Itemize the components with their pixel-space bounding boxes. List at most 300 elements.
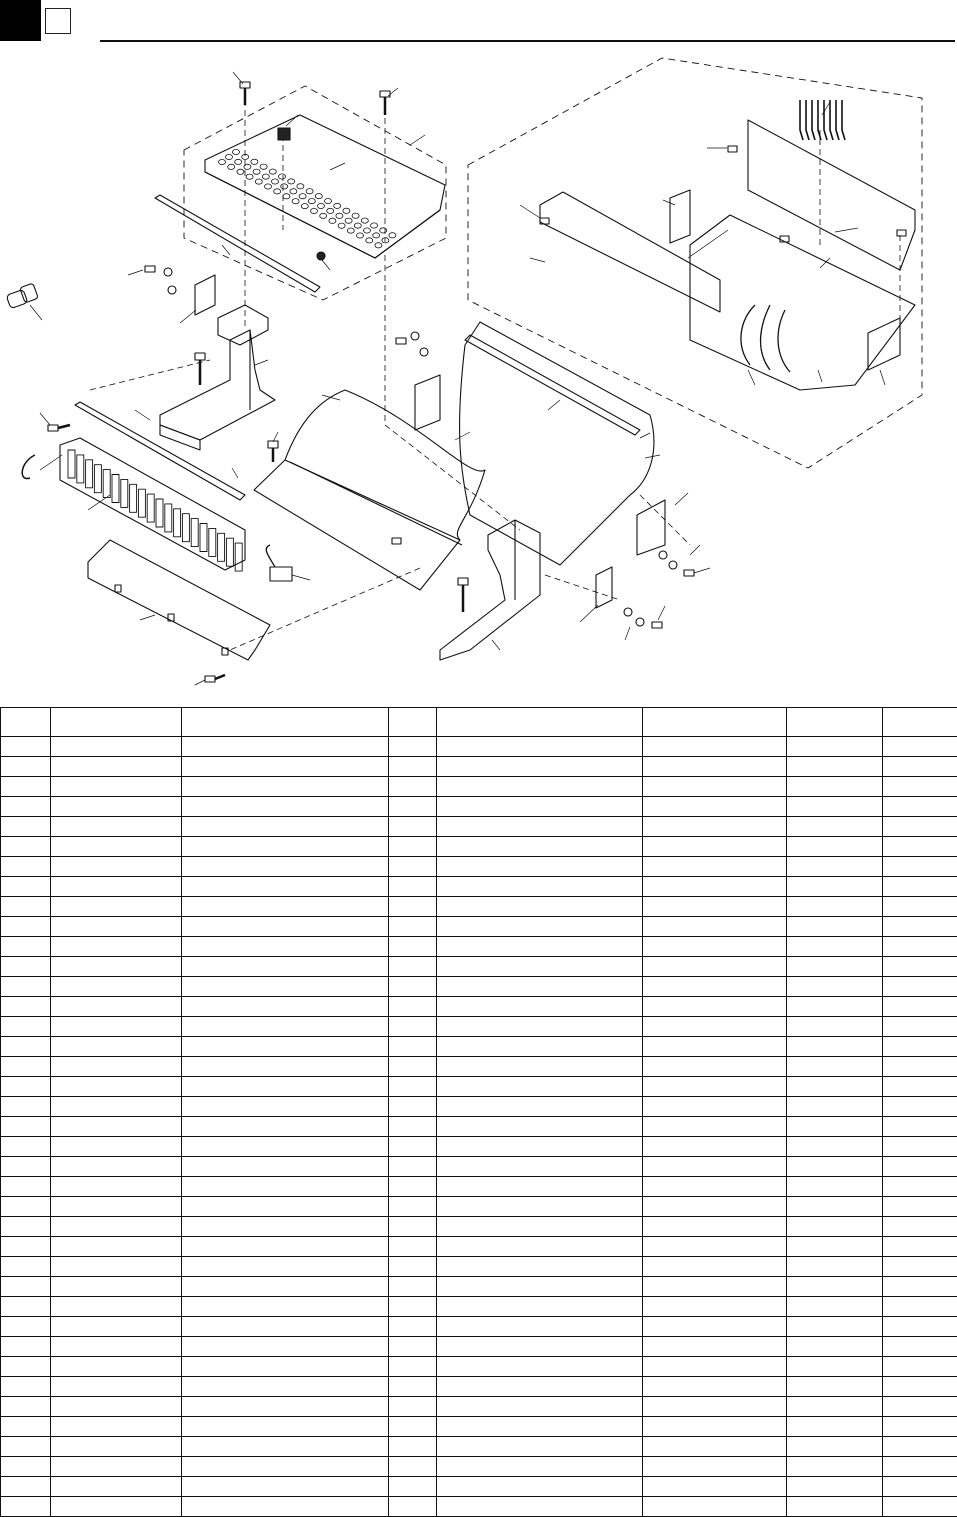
table-cell [787, 1137, 883, 1157]
table-cell [389, 1417, 437, 1437]
table-cell [51, 1437, 182, 1457]
block-hole [301, 204, 308, 209]
table-cell [787, 1337, 883, 1357]
table-cell [182, 977, 389, 997]
valve-unit [112, 475, 119, 503]
block-hole [244, 164, 251, 169]
valve-manifold [60, 438, 245, 571]
block-hole [315, 194, 322, 199]
valve-unit [86, 460, 93, 488]
table-cell [437, 937, 643, 957]
table-row [1, 1217, 957, 1237]
comb-tooth [806, 100, 809, 140]
table-cell [51, 917, 182, 937]
valve-unit [103, 470, 110, 498]
table-row [1, 1257, 957, 1277]
column-header [182, 708, 389, 737]
column-header [643, 708, 787, 737]
table-cell [51, 1377, 182, 1397]
table-cell [643, 1337, 787, 1357]
table-cell [883, 1277, 957, 1297]
table-cell [389, 1357, 437, 1377]
table-cell [437, 817, 643, 837]
table-cell [51, 1077, 182, 1097]
block-hole [262, 174, 269, 179]
exploded-parts-diagram [0, 44, 957, 700]
table-cell [51, 1157, 182, 1177]
table-cell [51, 1017, 182, 1037]
table-cell [1, 1317, 51, 1337]
block-hole [226, 154, 233, 159]
table-cell [182, 1117, 389, 1137]
table-cell [51, 1297, 182, 1317]
valve-unit [156, 499, 163, 527]
table-cell [883, 937, 957, 957]
sensor-part [266, 545, 292, 581]
table-cell [51, 977, 182, 997]
table-cell [182, 1217, 389, 1237]
table-cell [182, 957, 389, 977]
table-cell [437, 1437, 643, 1457]
table-cell [787, 1077, 883, 1097]
block-hole [306, 189, 313, 194]
table-cell [1, 1337, 51, 1357]
table-cell [437, 777, 643, 797]
table-cell [182, 1357, 389, 1377]
table-cell [389, 957, 437, 977]
column-header [437, 708, 643, 737]
table-row [1, 1057, 957, 1077]
table-cell [51, 1217, 182, 1237]
block-hole [364, 228, 371, 233]
main-tray [690, 120, 915, 390]
table-cell [787, 1397, 883, 1417]
table-cell [643, 897, 787, 917]
table-cell [643, 1237, 787, 1257]
table-cell [643, 757, 787, 777]
table-cell [51, 1357, 182, 1377]
table-cell [389, 1017, 437, 1037]
table-cell [182, 917, 389, 937]
table-cell [1, 1437, 51, 1457]
valve-unit [191, 519, 198, 547]
table-cell [437, 757, 643, 777]
block-hole [308, 199, 315, 204]
leader-dash-lines [90, 90, 900, 650]
table-cell [389, 1157, 437, 1177]
right-chute [460, 322, 654, 565]
table-cell [643, 737, 787, 757]
table-cell [643, 1197, 787, 1217]
table-cell [883, 1417, 957, 1437]
column-header [1, 708, 51, 737]
table-cell [182, 1177, 389, 1197]
table-cell [389, 1317, 437, 1337]
screw-mid-left [195, 353, 205, 385]
table-cell [389, 837, 437, 857]
table-cell [51, 957, 182, 977]
table-cell [883, 857, 957, 877]
table-cell [51, 757, 182, 777]
table-cell [787, 1157, 883, 1177]
table-row [1, 757, 957, 777]
table-cell [182, 1497, 389, 1517]
table-row [1, 1237, 957, 1257]
valve-unit [68, 450, 75, 478]
block-hole [373, 233, 380, 238]
table-cell [883, 797, 957, 817]
table-cell [437, 1137, 643, 1157]
block-hole [380, 228, 387, 233]
table-cell [883, 1237, 957, 1257]
comb-tooth [830, 100, 833, 140]
block-hole [272, 179, 279, 184]
bracket-plate-left [195, 275, 215, 315]
block-hole [251, 159, 258, 164]
table-cell [182, 1137, 389, 1157]
block-hole [361, 218, 368, 223]
table-cell [1, 1117, 51, 1137]
table-cell [389, 877, 437, 897]
table-cell [643, 1217, 787, 1237]
valve-unit [138, 489, 145, 517]
table-row [1, 1137, 957, 1157]
table-cell [883, 1197, 957, 1217]
table-cell [51, 777, 182, 797]
table-cell [643, 977, 787, 997]
table-cell [1, 1057, 51, 1077]
block-hole [354, 223, 361, 228]
table-cell [389, 757, 437, 777]
table-cell [51, 1257, 182, 1277]
table-cell [787, 1177, 883, 1197]
table-cell [1, 1157, 51, 1177]
valve-unit [174, 509, 181, 537]
valve-unit [94, 465, 101, 493]
table-cell [437, 737, 643, 757]
screw-far-left [48, 425, 70, 431]
table-row [1, 1437, 957, 1457]
stand-left [160, 305, 275, 450]
block-hole [228, 164, 235, 169]
table-cell [51, 1197, 182, 1217]
table-row [1, 1337, 957, 1357]
table-row [1, 897, 957, 917]
table-cell [787, 977, 883, 997]
table-cell [51, 1057, 182, 1077]
block-hole [279, 174, 286, 179]
table-cell [51, 897, 182, 917]
valve-unit [77, 455, 84, 483]
table-cell [643, 1317, 787, 1337]
valve-unit [218, 533, 225, 561]
table-cell [182, 837, 389, 857]
table-cell [883, 897, 957, 917]
table-cell [1, 937, 51, 957]
table-row [1, 1317, 957, 1337]
table-cell [643, 1437, 787, 1457]
table-cell [643, 857, 787, 877]
table-row [1, 1177, 957, 1197]
block-hole [297, 184, 304, 189]
table-cell [787, 757, 883, 777]
table-cell [437, 1177, 643, 1197]
table-row [1, 1197, 957, 1217]
table-cell [51, 1117, 182, 1137]
table-cell [883, 1397, 957, 1417]
block-hole [260, 164, 267, 169]
table-cell [389, 897, 437, 917]
table-cell [437, 1217, 643, 1237]
block-hole [269, 169, 276, 174]
table-cell [389, 1377, 437, 1397]
table-cell [883, 917, 957, 937]
table-cell [51, 1317, 182, 1337]
table-cell [787, 1297, 883, 1317]
table-cell [787, 1257, 883, 1277]
table-cell [883, 1217, 957, 1237]
table-cell [437, 1077, 643, 1097]
table-cell [643, 1017, 787, 1037]
table-cell [389, 977, 437, 997]
valve-unit [147, 494, 154, 522]
table-cell [787, 837, 883, 857]
table-cell [787, 1437, 883, 1457]
table-cell [883, 1137, 957, 1157]
table-row [1, 837, 957, 857]
table-cell [182, 997, 389, 1017]
table-cell [883, 957, 957, 977]
block-hole [235, 159, 242, 164]
small-bracket-b [637, 500, 665, 555]
hook-wire [22, 455, 35, 479]
table-cell [437, 1197, 643, 1217]
table-cell [182, 1017, 389, 1037]
table-cell [182, 777, 389, 797]
block-hole [299, 194, 306, 199]
valve-unit [226, 538, 233, 566]
table-cell [1, 1297, 51, 1317]
table-cell [51, 997, 182, 1017]
table-cell [389, 1177, 437, 1197]
table-cell [787, 1057, 883, 1077]
block-hole [265, 184, 272, 189]
column-header [787, 708, 883, 737]
table-cell [643, 1397, 787, 1417]
spring-part [278, 128, 290, 140]
table-cell [1, 737, 51, 757]
block-hole [292, 199, 299, 204]
table-cell [1, 857, 51, 877]
table-cell [182, 1197, 389, 1217]
comb-tooth [842, 100, 845, 140]
table-cell [389, 1337, 437, 1357]
table-cell [787, 1477, 883, 1497]
table-cell [1, 817, 51, 837]
block-hole [352, 213, 359, 218]
table-cell [1, 757, 51, 777]
table-cell [787, 1097, 883, 1117]
table-cell [883, 1477, 957, 1497]
table-cell [182, 1457, 389, 1477]
table-row [1, 1117, 957, 1137]
table-cell [787, 1497, 883, 1517]
table-cell [182, 1077, 389, 1097]
table-cell [1, 1417, 51, 1437]
table-cell [51, 1237, 182, 1257]
table-cell [883, 1177, 957, 1197]
table-cell [437, 1277, 643, 1297]
table-cell [182, 1297, 389, 1317]
table-cell [437, 1417, 643, 1437]
table-cell [389, 1237, 437, 1257]
table-cell [787, 957, 883, 977]
table-row [1, 977, 957, 997]
table-cell [51, 737, 182, 757]
table-row [1, 1277, 957, 1297]
table-cell [182, 1037, 389, 1057]
screws-right-group [540, 146, 906, 242]
table-cell [643, 1377, 787, 1397]
table-cell [389, 1077, 437, 1097]
table-cell [1, 1237, 51, 1257]
table-cell [182, 937, 389, 957]
table-cell [883, 1117, 957, 1137]
table-cell [787, 1457, 883, 1477]
table-cell [437, 1397, 643, 1417]
table-cell [437, 1317, 643, 1337]
table-row [1, 1157, 957, 1177]
block-hole [288, 179, 295, 184]
elbow-fitting [6, 283, 38, 309]
block-hole [345, 218, 352, 223]
table-cell [389, 1257, 437, 1277]
table-cell [883, 1337, 957, 1357]
table-cell [787, 897, 883, 917]
table-cell [389, 797, 437, 817]
table-cell [437, 1357, 643, 1377]
table-cell [883, 1157, 957, 1177]
table-cell [1, 1277, 51, 1297]
table-cell [787, 1357, 883, 1377]
table-cell [1, 1197, 51, 1217]
table-cell [883, 997, 957, 1017]
table-cell [1, 1497, 51, 1517]
block-hole [327, 208, 334, 213]
table-cell [883, 837, 957, 857]
table-cell [883, 877, 957, 897]
table-cell [437, 1097, 643, 1117]
block-hole [255, 179, 262, 184]
table-cell [51, 1277, 182, 1297]
table-cell [1, 1177, 51, 1197]
table-cell [787, 877, 883, 897]
table-cell [437, 857, 643, 877]
table-cell [1, 777, 51, 797]
table-cell [437, 1477, 643, 1497]
nut-part [317, 252, 325, 260]
table-cell [389, 1477, 437, 1497]
perforated-block [205, 115, 445, 258]
table-cell [883, 977, 957, 997]
table-cell [643, 817, 787, 837]
dashed-boundary-right [468, 58, 922, 468]
table-row [1, 877, 957, 897]
valve-unit [182, 514, 189, 542]
table-cell [182, 1257, 389, 1277]
table-cell [1, 1137, 51, 1157]
table-cell [643, 1257, 787, 1277]
block-hole [343, 208, 350, 213]
table-cell [787, 1037, 883, 1057]
table-cell [643, 1497, 787, 1517]
cable-bundle [741, 305, 790, 372]
table-cell [643, 957, 787, 977]
valve-unit [200, 524, 207, 552]
table-cell [1, 1397, 51, 1417]
table-cell [643, 1417, 787, 1437]
table-cell [883, 1377, 957, 1397]
table-cell [182, 1057, 389, 1077]
table-cell [389, 817, 437, 837]
table-cell [182, 1237, 389, 1257]
block-hole [283, 194, 290, 199]
block-hole [237, 169, 244, 174]
table-cell [787, 857, 883, 877]
bracket-right-upper [670, 190, 690, 243]
table-cell [883, 777, 957, 797]
table-cell [643, 1477, 787, 1497]
table-cell [787, 917, 883, 937]
table-cell [437, 897, 643, 917]
table-cell [51, 1397, 182, 1417]
table-row [1, 817, 957, 837]
valve-unit [209, 528, 216, 556]
table-cell [643, 837, 787, 857]
table-cell [389, 1037, 437, 1057]
small-bracket-a [415, 375, 440, 430]
cover-plate [88, 540, 270, 660]
table-cell [51, 1037, 182, 1057]
table-cell [787, 1237, 883, 1257]
table-cell [1, 957, 51, 977]
table-cell [389, 917, 437, 937]
table-row [1, 1377, 957, 1397]
table-row [1, 957, 957, 977]
table-cell [182, 817, 389, 837]
table-cell [883, 1077, 957, 1097]
section-index-box [45, 8, 71, 34]
table-cell [51, 797, 182, 817]
block-hole [325, 198, 332, 203]
table-cell [182, 1417, 389, 1437]
table-cell [437, 1457, 643, 1477]
table-row [1, 1477, 957, 1497]
table-cell [51, 1097, 182, 1117]
table-cell [437, 877, 643, 897]
block-hole [371, 223, 378, 228]
comb-tooth [836, 100, 839, 140]
table-cell [643, 1297, 787, 1317]
table-cell [883, 757, 957, 777]
table-cell [1, 1357, 51, 1377]
block-hole [290, 189, 297, 194]
table-cell [643, 777, 787, 797]
table-cell [787, 1117, 883, 1137]
block-hole [274, 189, 281, 194]
header-rule [100, 40, 955, 42]
table-cell [389, 1297, 437, 1317]
